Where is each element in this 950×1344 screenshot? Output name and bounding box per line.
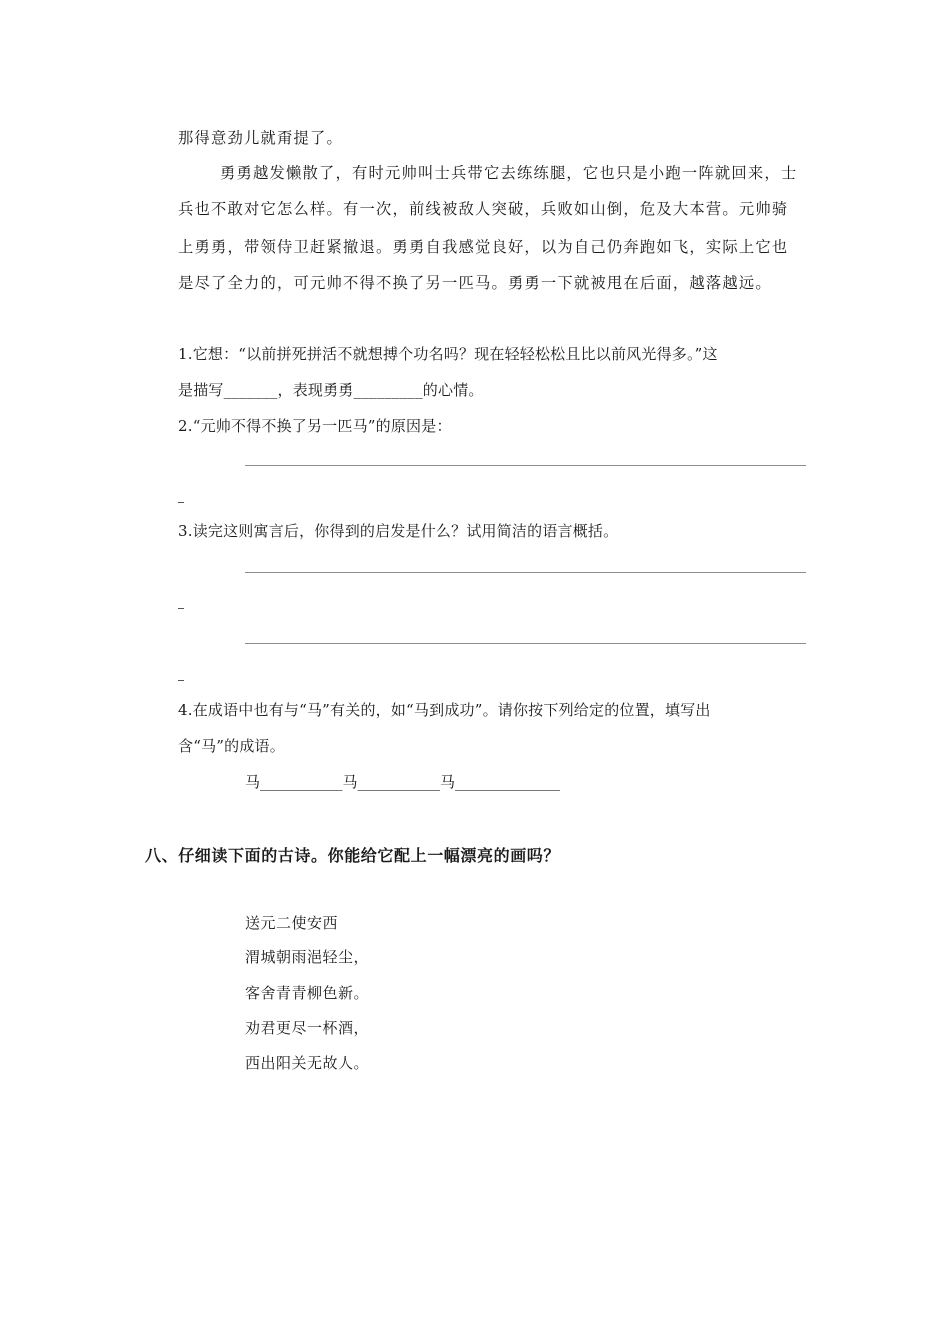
passage-line: 上勇勇，带领侍卫赶紧撤退。勇勇自我感觉良好，以为自己仍奔跑如飞，实际上它也 xyxy=(178,238,789,256)
poem-line: 劝君更尽一杯酒， xyxy=(245,1019,370,1037)
question-1-text: 1.它想：“以前拼死拼活不就想搏个功名吗？现在轻轻松松且比以前风光得多。”这 xyxy=(178,345,718,363)
idiom-blanks[interactable]: 马___________马___________马______________ xyxy=(245,773,561,791)
passage-line: 那得意劲儿就甭提了。 xyxy=(178,129,343,147)
answer-line[interactable] xyxy=(245,572,806,573)
question-2-text: 2.“元帅不得不换了另一匹马”的原因是： xyxy=(178,417,452,435)
question-4-text: 4.在成语中也有与“马”有关的，如“马到成功”。请你按下列给定的位置，填写出 xyxy=(178,701,711,719)
section-8-heading: 八、仔细读下面的古诗。你能给它配上一幅漂亮的画吗？ xyxy=(145,846,561,865)
passage-line: 兵也不敢对它怎么样。有一次，前线被敌人突破，兵败如山倒，危及大本营。元帅骑 xyxy=(178,200,789,218)
poem-line: 西出阳关无故人。 xyxy=(245,1054,370,1072)
question-1-blanks[interactable]: 是描写_______，表现勇勇_________的心情。 xyxy=(178,381,484,399)
question-3-text: 3.读完这则寓言后，你得到的启发是什么？试用简洁的语言概括。 xyxy=(178,522,619,540)
answer-line[interactable] xyxy=(245,643,806,644)
answer-line-tail xyxy=(178,608,184,609)
poem-title: 送元二使安西 xyxy=(245,914,339,932)
answer-line[interactable] xyxy=(245,465,806,466)
answer-line-tail xyxy=(178,502,184,503)
answer-line-tail xyxy=(178,680,184,681)
passage-line: 勇勇越发懒散了，有时元帅叫士兵带它去练练腿，它也只是小跑一阵就回来，士 xyxy=(220,164,798,182)
question-4-text-cont: 含“马”的成语。 xyxy=(178,737,285,755)
poem-line: 渭城朝雨浥轻尘， xyxy=(245,948,370,966)
passage-line: 是尽了全力的，可元帅不得不换了另一匹马。勇勇一下就被甩在后面，越落越远。 xyxy=(178,274,772,292)
poem-line: 客舍青青柳色新。 xyxy=(245,984,370,1002)
